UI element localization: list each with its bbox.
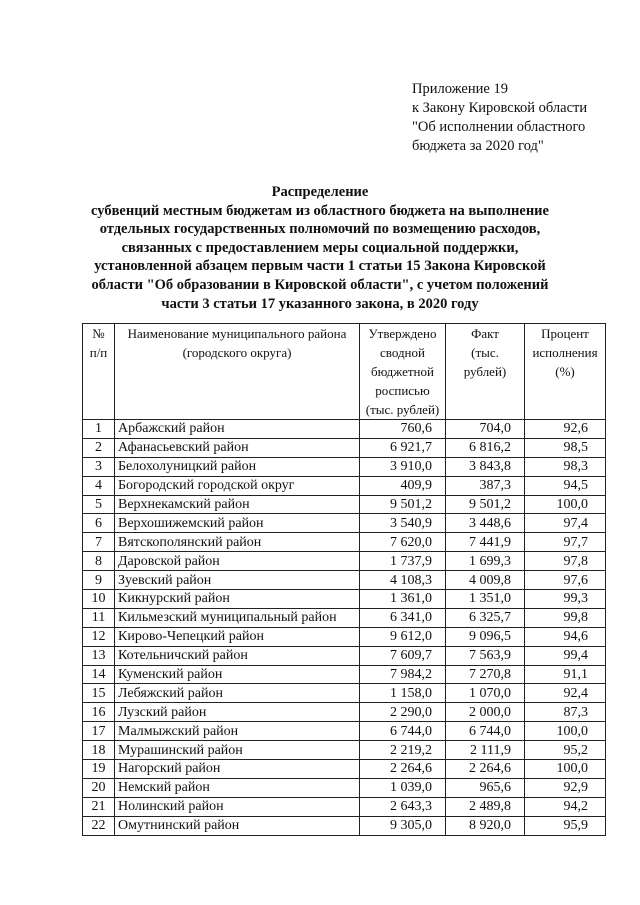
cell-num: 13 xyxy=(83,646,115,665)
cell-num: 10 xyxy=(83,590,115,609)
cell-percent: 94,6 xyxy=(525,627,606,646)
cell-approved: 2 290,0 xyxy=(360,703,446,722)
cell-percent: 99,4 xyxy=(525,646,606,665)
cell-fact: 6 816,2 xyxy=(446,438,525,457)
table-row xyxy=(83,816,606,835)
cell-fact: 6 325,7 xyxy=(446,608,525,627)
cell-approved: 1 737,9 xyxy=(360,552,446,571)
cell-name: Верхошижемский район xyxy=(115,514,360,533)
cell-approved: 7 984,2 xyxy=(360,665,446,684)
cell-approved: 9 501,2 xyxy=(360,495,446,514)
header-text: (%) xyxy=(555,364,575,379)
cell-percent: 97,8 xyxy=(525,552,606,571)
cell-num: 17 xyxy=(83,722,115,741)
header-text: п/п xyxy=(89,345,108,360)
cell-approved: 6 921,7 xyxy=(360,438,446,457)
cell-percent: 99,3 xyxy=(525,590,606,609)
table-row xyxy=(83,722,606,741)
cell-fact: 4 009,8 xyxy=(446,571,525,590)
cell-percent: 97,6 xyxy=(525,571,606,590)
title-line: Распределение xyxy=(271,184,369,200)
cell-name: Мурашинский район xyxy=(115,741,360,760)
cell-percent: 92,6 xyxy=(525,420,606,439)
cell-num: 6 xyxy=(83,514,115,533)
cell-num: 11 xyxy=(83,608,115,627)
header-text: Факт xyxy=(471,326,499,341)
cell-fact: 704,0 xyxy=(446,420,525,439)
cell-name: Кильмезский муниципальный район xyxy=(115,608,360,627)
appendix-line: бюджета за 2020 год" xyxy=(412,138,544,154)
header-text: бюджетной xyxy=(371,364,434,379)
cell-percent: 92,9 xyxy=(525,778,606,797)
header-text: Наименование муниципального района xyxy=(127,326,347,341)
cell-name: Лебяжский район xyxy=(115,684,360,703)
header-text: (тыс. рублей) xyxy=(365,402,440,417)
cell-name: Малмыжский район xyxy=(115,722,360,741)
cell-name: Нагорский район xyxy=(115,760,360,779)
cell-percent: 91,1 xyxy=(525,665,606,684)
cell-num: 2 xyxy=(83,438,115,457)
table-row xyxy=(83,646,606,665)
cell-num: 15 xyxy=(83,684,115,703)
cell-fact: 8 920,0 xyxy=(446,816,525,835)
cell-num: 16 xyxy=(83,703,115,722)
cell-name: Арбажский район xyxy=(115,420,360,439)
cell-percent: 95,9 xyxy=(525,816,606,835)
cell-approved: 1 039,0 xyxy=(360,778,446,797)
cell-name: Вятскополянский район xyxy=(115,533,360,552)
cell-percent: 92,4 xyxy=(525,684,606,703)
cell-percent: 100,0 xyxy=(525,495,606,514)
cell-approved: 2 643,3 xyxy=(360,797,446,816)
cell-approved: 1 158,0 xyxy=(360,684,446,703)
cell-name: Белохолуницкий район xyxy=(115,457,360,476)
header-num xyxy=(83,324,115,420)
cell-num: 5 xyxy=(83,495,115,514)
cell-approved: 7 609,7 xyxy=(360,646,446,665)
cell-percent: 100,0 xyxy=(525,722,606,741)
cell-fact: 6 744,0 xyxy=(446,722,525,741)
table-row xyxy=(83,684,606,703)
cell-num: 14 xyxy=(83,665,115,684)
cell-approved: 3 540,9 xyxy=(360,514,446,533)
cell-fact: 2 111,9 xyxy=(446,741,525,760)
cell-num: 4 xyxy=(83,476,115,495)
cell-percent: 87,3 xyxy=(525,703,606,722)
table-row xyxy=(83,571,606,590)
cell-name: Немский район xyxy=(115,778,360,797)
cell-num: 21 xyxy=(83,797,115,816)
title-line: субвенций местным бюджетам из областного бюджета на выполнение xyxy=(91,202,549,219)
cell-percent: 95,2 xyxy=(525,741,606,760)
table-row xyxy=(83,495,606,514)
cell-approved: 1 361,0 xyxy=(360,590,446,609)
cell-name: Афанасьевский район xyxy=(115,438,360,457)
cell-percent: 98,3 xyxy=(525,457,606,476)
title-line: области "Об образовании в Кировской области", с учетом положений xyxy=(91,276,549,293)
title-line: отдельных государственных полномочий по возмещению расходов, xyxy=(99,221,541,238)
cell-approved: 2 264,6 xyxy=(360,760,446,779)
appendix-caption xyxy=(412,80,632,156)
cell-percent: 97,7 xyxy=(525,533,606,552)
cell-approved: 409,9 xyxy=(360,476,446,495)
cell-num: 12 xyxy=(83,627,115,646)
table-row xyxy=(83,627,606,646)
cell-fact: 1 070,0 xyxy=(446,684,525,703)
header-approved xyxy=(360,324,446,420)
cell-fact: 387,3 xyxy=(446,476,525,495)
table-row xyxy=(83,457,606,476)
cell-approved: 7 620,0 xyxy=(360,533,446,552)
cell-name: Зуевский район xyxy=(115,571,360,590)
header-name xyxy=(115,324,360,420)
table-row xyxy=(83,590,606,609)
distribution-table xyxy=(82,323,606,836)
cell-percent: 100,0 xyxy=(525,760,606,779)
table-row xyxy=(83,438,606,457)
cell-num: 22 xyxy=(83,816,115,835)
cell-num: 18 xyxy=(83,741,115,760)
cell-percent: 94,5 xyxy=(525,476,606,495)
cell-num: 9 xyxy=(83,571,115,590)
cell-name: Кирово-Чепецкий район xyxy=(115,627,360,646)
cell-fact: 2 489,8 xyxy=(446,797,525,816)
cell-fact: 3 448,6 xyxy=(446,514,525,533)
table-row xyxy=(83,476,606,495)
cell-name: Верхнекамский район xyxy=(115,495,360,514)
header-text: № xyxy=(92,326,105,341)
appendix-line: Приложение 19 xyxy=(412,81,508,97)
cell-fact: 2 264,6 xyxy=(446,760,525,779)
cell-approved: 4 108,3 xyxy=(360,571,446,590)
table-body xyxy=(83,420,606,836)
cell-fact: 9 501,2 xyxy=(446,495,525,514)
title-line: связанных с предоставлением меры социальной поддержки, xyxy=(121,239,519,256)
cell-num: 20 xyxy=(83,778,115,797)
appendix-line: к Закону Кировской области xyxy=(412,100,588,116)
table-header-row xyxy=(83,324,606,420)
cell-fact: 2 000,0 xyxy=(446,703,525,722)
cell-name: Кикнурский район xyxy=(115,590,360,609)
table-row xyxy=(83,741,606,760)
cell-approved: 2 219,2 xyxy=(360,741,446,760)
header-fact xyxy=(446,324,525,420)
cell-fact: 1 699,3 xyxy=(446,552,525,571)
cell-percent: 94,2 xyxy=(525,797,606,816)
header-text: Утверждено xyxy=(368,326,437,341)
cell-num: 8 xyxy=(83,552,115,571)
cell-fact: 7 270,8 xyxy=(446,665,525,684)
header-text: сводной xyxy=(380,345,425,360)
cell-approved: 6 341,0 xyxy=(360,608,446,627)
table-row xyxy=(83,420,606,439)
cell-approved: 3 910,0 xyxy=(360,457,446,476)
header-text: рублей) xyxy=(463,364,507,379)
table-row xyxy=(83,778,606,797)
header-text: росписью xyxy=(375,383,430,398)
cell-approved: 9 305,0 xyxy=(360,816,446,835)
cell-name: Богородский городской округ xyxy=(115,476,360,495)
table-row xyxy=(83,552,606,571)
header-text: исполнения xyxy=(532,345,598,360)
cell-name: Лузский район xyxy=(115,703,360,722)
table-row xyxy=(83,665,606,684)
cell-fact: 965,6 xyxy=(446,778,525,797)
header-text: (тыс. xyxy=(471,345,499,360)
cell-name: Омутнинский район xyxy=(115,816,360,835)
cell-fact: 1 351,0 xyxy=(446,590,525,609)
cell-num: 1 xyxy=(83,420,115,439)
table-row xyxy=(83,760,606,779)
cell-num: 3 xyxy=(83,457,115,476)
document-title xyxy=(0,183,640,313)
title-line: установленной абзацем первым части 1 статьи 15 Закона Кировской xyxy=(94,258,546,275)
header-text: (городского округа) xyxy=(182,345,292,360)
header-text: Процент xyxy=(541,326,589,341)
cell-name: Даровской район xyxy=(115,552,360,571)
cell-percent: 98,5 xyxy=(525,438,606,457)
cell-num: 7 xyxy=(83,533,115,552)
table-row xyxy=(83,514,606,533)
appendix-line: "Об исполнении областного xyxy=(412,119,586,135)
cell-name: Куменский район xyxy=(115,665,360,684)
cell-fact: 7 441,9 xyxy=(446,533,525,552)
cell-approved: 9 612,0 xyxy=(360,627,446,646)
cell-fact: 7 563,9 xyxy=(446,646,525,665)
table-row xyxy=(83,533,606,552)
cell-approved: 760,6 xyxy=(360,420,446,439)
cell-name: Нолинский район xyxy=(115,797,360,816)
table-row xyxy=(83,608,606,627)
cell-fact: 3 843,8 xyxy=(446,457,525,476)
cell-percent: 99,8 xyxy=(525,608,606,627)
cell-num: 19 xyxy=(83,760,115,779)
header-percent xyxy=(525,324,606,420)
cell-percent: 97,4 xyxy=(525,514,606,533)
table-row xyxy=(83,797,606,816)
cell-approved: 6 744,0 xyxy=(360,722,446,741)
cell-fact: 9 096,5 xyxy=(446,627,525,646)
title-line: части 3 статьи 17 указанного закона, в 2020 году xyxy=(161,295,479,312)
table-row xyxy=(83,703,606,722)
cell-name: Котельничский район xyxy=(115,646,360,665)
